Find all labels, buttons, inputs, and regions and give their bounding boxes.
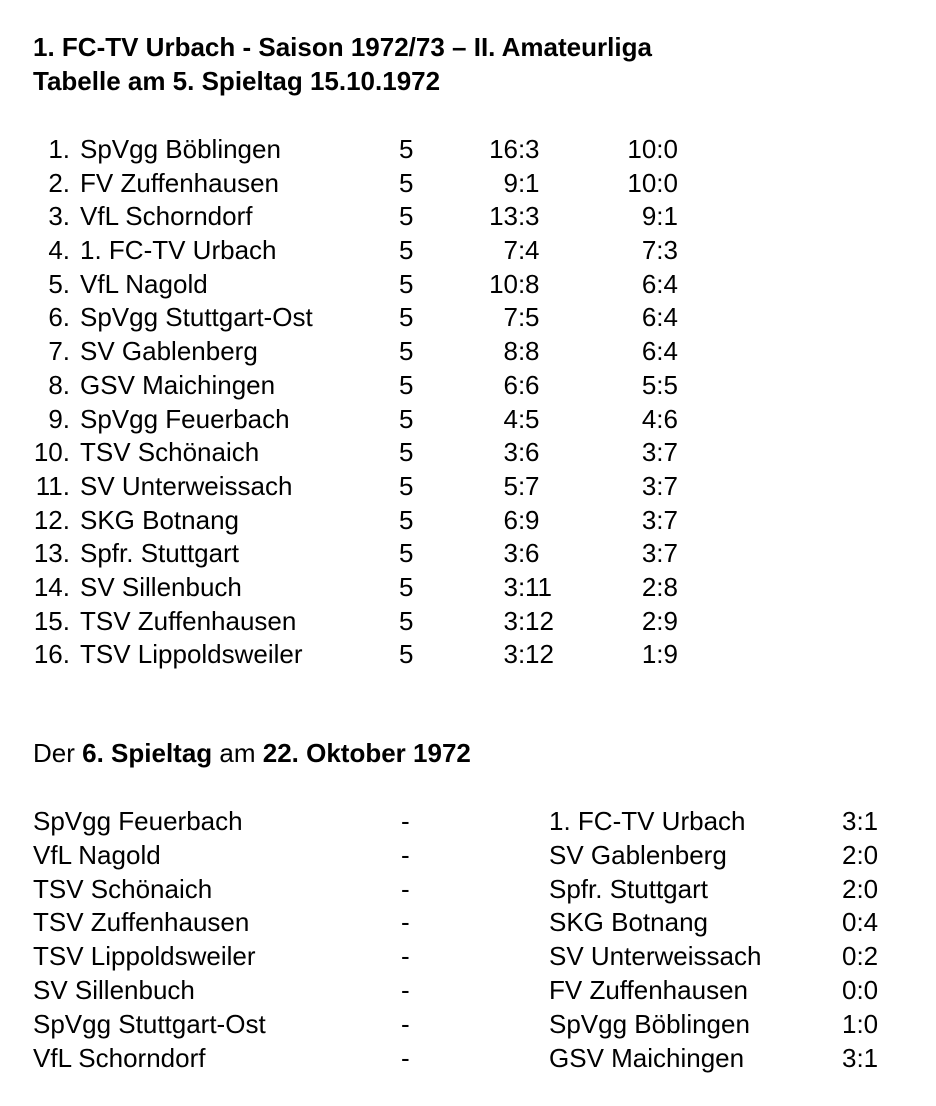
match-separator: - bbox=[401, 941, 410, 972]
team-cell: TSV Zuffenhausen bbox=[80, 605, 297, 636]
rank-cell: 1. bbox=[48, 134, 70, 164]
points-cell: 3:7 bbox=[641, 470, 678, 501]
games-cell: 5 bbox=[399, 470, 414, 501]
home-team: TSV Lippoldsweiler bbox=[33, 941, 256, 972]
away-team: SKG Botnang bbox=[549, 907, 708, 938]
away-team: SV Unterweissach bbox=[549, 941, 762, 972]
match-separator: - bbox=[401, 1042, 410, 1073]
match-separator: - bbox=[401, 839, 410, 870]
goals-separator: : bbox=[518, 134, 526, 164]
rank-cell: 7. bbox=[48, 336, 70, 367]
rank-cell: 4. bbox=[48, 235, 70, 266]
rank-cell: 5. bbox=[48, 268, 70, 299]
goals-against-cell: 12 bbox=[525, 639, 554, 670]
rank-cell: 6. bbox=[48, 302, 70, 333]
points-cell: 1:9 bbox=[641, 639, 678, 670]
team-cell: SpVgg Böblingen bbox=[80, 134, 281, 164]
match-score: 1:0 bbox=[842, 1008, 879, 1039]
goals-separator: : bbox=[518, 639, 526, 670]
rank-cell: 13. bbox=[33, 538, 70, 569]
goals-separator: : bbox=[518, 268, 526, 299]
points-cell: 3:7 bbox=[641, 538, 678, 569]
team-cell: SpVgg Feuerbach bbox=[80, 403, 290, 434]
match-separator: - bbox=[401, 907, 410, 938]
fixture-row bbox=[0, 838, 936, 872]
table-row bbox=[0, 536, 936, 570]
goals-for-cell: 3 bbox=[503, 437, 518, 468]
fixture-row bbox=[0, 1007, 936, 1041]
rank-cell: 12. bbox=[33, 504, 70, 535]
rank-cell: 15. bbox=[33, 605, 70, 636]
team-cell: Spfr. Stuttgart bbox=[80, 538, 239, 569]
team-cell: SpVgg Stuttgart-Ost bbox=[80, 302, 313, 333]
goals-against-cell: 5 bbox=[525, 403, 540, 434]
goals-separator: : bbox=[518, 369, 526, 400]
table-row bbox=[0, 469, 936, 503]
match-score: 3:1 bbox=[842, 806, 879, 836]
points-cell: 10:0 bbox=[627, 134, 678, 164]
next-round-heading bbox=[33, 736, 471, 770]
match-score: 2:0 bbox=[842, 873, 879, 904]
games-cell: 5 bbox=[399, 571, 414, 602]
goals-against-cell: 6 bbox=[525, 369, 540, 400]
page-subtitle: Tabelle am 5. Spieltag 15.10.1972 bbox=[33, 66, 441, 96]
home-team: SV Sillenbuch bbox=[33, 974, 195, 1005]
points-cell: 3:7 bbox=[641, 437, 678, 468]
games-cell: 5 bbox=[399, 639, 414, 670]
table-row bbox=[0, 132, 936, 166]
goals-separator: : bbox=[518, 336, 526, 367]
away-team: SV Gablenberg bbox=[549, 839, 727, 870]
rank-cell: 11. bbox=[35, 470, 70, 501]
games-cell: 5 bbox=[399, 134, 414, 164]
match-score: 2:0 bbox=[842, 839, 879, 870]
page-title: 1. FC-TV Urbach - Saison 1972/73 – II. Amateurliga bbox=[33, 32, 652, 62]
table-row bbox=[0, 503, 936, 537]
games-cell: 5 bbox=[399, 268, 414, 299]
goals-separator: : bbox=[518, 302, 526, 333]
points-cell: 3:7 bbox=[641, 504, 678, 535]
goals-separator: : bbox=[518, 504, 526, 535]
goals-against-cell: 6 bbox=[525, 437, 540, 468]
games-cell: 5 bbox=[399, 369, 414, 400]
home-team: VfL Schorndorf bbox=[33, 1042, 206, 1073]
games-cell: 5 bbox=[399, 437, 414, 468]
rank-cell: 10. bbox=[33, 437, 70, 468]
fixture-row bbox=[0, 939, 936, 973]
rank-cell: 8. bbox=[48, 369, 70, 400]
home-team: VfL Nagold bbox=[33, 839, 161, 870]
away-team: FV Zuffenhausen bbox=[549, 974, 748, 1005]
team-cell: 1. FC-TV Urbach bbox=[80, 235, 277, 266]
goals-for-cell: 3 bbox=[503, 538, 518, 569]
goals-against-cell: 12 bbox=[525, 605, 554, 636]
goals-against-cell: 3 bbox=[525, 201, 540, 232]
points-cell: 6:4 bbox=[641, 336, 678, 367]
goals-separator: : bbox=[518, 437, 526, 468]
points-cell: 4:6 bbox=[641, 403, 678, 434]
games-cell: 5 bbox=[399, 302, 414, 333]
goals-for-cell: 5 bbox=[503, 470, 518, 501]
team-cell: TSV Lippoldsweiler bbox=[80, 639, 303, 670]
goals-separator: : bbox=[518, 201, 526, 232]
goals-against-cell: 1 bbox=[525, 167, 540, 198]
points-cell: 10:0 bbox=[627, 167, 678, 198]
games-cell: 5 bbox=[399, 235, 414, 266]
table-row bbox=[0, 334, 936, 368]
points-cell: 2:8 bbox=[641, 571, 678, 602]
games-cell: 5 bbox=[399, 605, 414, 636]
points-cell: 6:4 bbox=[641, 302, 678, 333]
fixture-row bbox=[0, 804, 936, 838]
table-row bbox=[0, 570, 936, 604]
match-separator: - bbox=[401, 806, 410, 836]
team-cell: SV Unterweissach bbox=[80, 470, 293, 501]
match-separator: - bbox=[401, 873, 410, 904]
home-team: TSV Schönaich bbox=[33, 873, 213, 904]
goals-against-cell: 5 bbox=[525, 302, 540, 333]
team-cell: SV Sillenbuch bbox=[80, 571, 242, 602]
points-cell: 6:4 bbox=[641, 268, 678, 299]
goals-for-cell: 4 bbox=[503, 403, 518, 434]
table-row bbox=[0, 637, 936, 671]
table-row bbox=[0, 233, 936, 267]
goals-for-cell: 7 bbox=[503, 302, 518, 333]
match-score: 0:4 bbox=[842, 907, 879, 938]
goals-for-cell: 7 bbox=[503, 235, 518, 266]
goals-for-cell: 13 bbox=[489, 201, 518, 232]
table-row bbox=[0, 604, 936, 638]
table-row bbox=[0, 435, 936, 469]
points-cell: 7:3 bbox=[641, 235, 678, 266]
rank-cell: 9. bbox=[48, 403, 70, 434]
away-team: SpVgg Böblingen bbox=[549, 1008, 750, 1039]
team-cell: VfL Nagold bbox=[80, 268, 208, 299]
rank-cell: 2. bbox=[48, 167, 70, 198]
table-row bbox=[0, 166, 936, 200]
home-team: SpVgg Feuerbach bbox=[33, 806, 243, 836]
goals-for-cell: 10 bbox=[489, 268, 518, 299]
goals-separator: : bbox=[518, 470, 526, 501]
games-cell: 5 bbox=[399, 336, 414, 367]
goals-separator: : bbox=[518, 403, 526, 434]
home-team: SpVgg Stuttgart-Ost bbox=[33, 1008, 266, 1039]
goals-for-cell: 16 bbox=[489, 134, 518, 164]
goals-against-cell: 8 bbox=[525, 336, 540, 367]
team-cell: SKG Botnang bbox=[80, 504, 239, 535]
goals-for-cell: 3 bbox=[503, 639, 518, 670]
rank-cell: 14. bbox=[33, 571, 70, 602]
team-cell: FV Zuffenhausen bbox=[80, 167, 279, 198]
goals-separator: : bbox=[518, 167, 526, 198]
games-cell: 5 bbox=[399, 403, 414, 434]
rank-cell: 16. bbox=[33, 639, 70, 670]
away-team: GSV Maichingen bbox=[549, 1042, 745, 1073]
goals-for-cell: 9 bbox=[503, 167, 518, 198]
goals-separator: : bbox=[518, 571, 526, 602]
fixture-row bbox=[0, 1041, 936, 1075]
away-team: Spfr. Stuttgart bbox=[549, 873, 708, 904]
table-row bbox=[0, 267, 936, 301]
match-score: 0:2 bbox=[842, 941, 879, 972]
goals-against-cell: 9 bbox=[525, 504, 540, 535]
team-cell: TSV Schönaich bbox=[80, 437, 260, 468]
fixtures-list bbox=[0, 804, 936, 1074]
next-round-number: 6. Spieltag bbox=[82, 738, 213, 768]
rank-cell: 3. bbox=[48, 201, 70, 232]
goals-separator: : bbox=[518, 235, 526, 266]
table-row bbox=[0, 300, 936, 334]
away-team: 1. FC-TV Urbach bbox=[549, 806, 746, 836]
goals-for-cell: 3 bbox=[503, 605, 518, 636]
points-cell: 9:1 bbox=[641, 201, 678, 232]
goals-against-cell: 7 bbox=[525, 470, 540, 501]
standings-table bbox=[0, 132, 936, 671]
games-cell: 5 bbox=[399, 538, 414, 569]
match-separator: - bbox=[401, 974, 410, 1005]
goals-against-cell: 11 bbox=[525, 571, 552, 602]
fixture-row bbox=[0, 905, 936, 939]
goals-for-cell: 3 bbox=[503, 571, 518, 602]
home-team: TSV Zuffenhausen bbox=[33, 907, 250, 938]
team-cell: VfL Schorndorf bbox=[80, 201, 253, 232]
goals-against-cell: 3 bbox=[525, 134, 540, 164]
games-cell: 5 bbox=[399, 167, 414, 198]
goals-for-cell: 8 bbox=[503, 336, 518, 367]
points-cell: 2:9 bbox=[641, 605, 678, 636]
games-cell: 5 bbox=[399, 504, 414, 535]
goals-against-cell: 4 bbox=[525, 235, 540, 266]
table-row bbox=[0, 402, 936, 436]
goals-for-cell: 6 bbox=[503, 369, 518, 400]
match-separator: - bbox=[401, 1008, 410, 1039]
match-score: 3:1 bbox=[842, 1042, 879, 1073]
next-round-date: 22. Oktober 1972 bbox=[262, 738, 471, 768]
goals-separator: : bbox=[518, 538, 526, 569]
fixture-row bbox=[0, 872, 936, 906]
points-cell: 5:5 bbox=[641, 369, 678, 400]
table-row bbox=[0, 368, 936, 402]
team-cell: GSV Maichingen bbox=[80, 369, 276, 400]
fixture-row bbox=[0, 973, 936, 1007]
goals-against-cell: 8 bbox=[525, 268, 540, 299]
goals-against-cell: 6 bbox=[525, 538, 540, 569]
games-cell: 5 bbox=[399, 201, 414, 232]
next-round-prefix: Der bbox=[33, 738, 83, 768]
goals-for-cell: 6 bbox=[503, 504, 518, 535]
match-score: 0:0 bbox=[842, 974, 879, 1005]
table-row bbox=[0, 199, 936, 233]
next-round-middle: am bbox=[212, 738, 263, 768]
team-cell: SV Gablenberg bbox=[80, 336, 258, 367]
goals-separator: : bbox=[518, 605, 526, 636]
